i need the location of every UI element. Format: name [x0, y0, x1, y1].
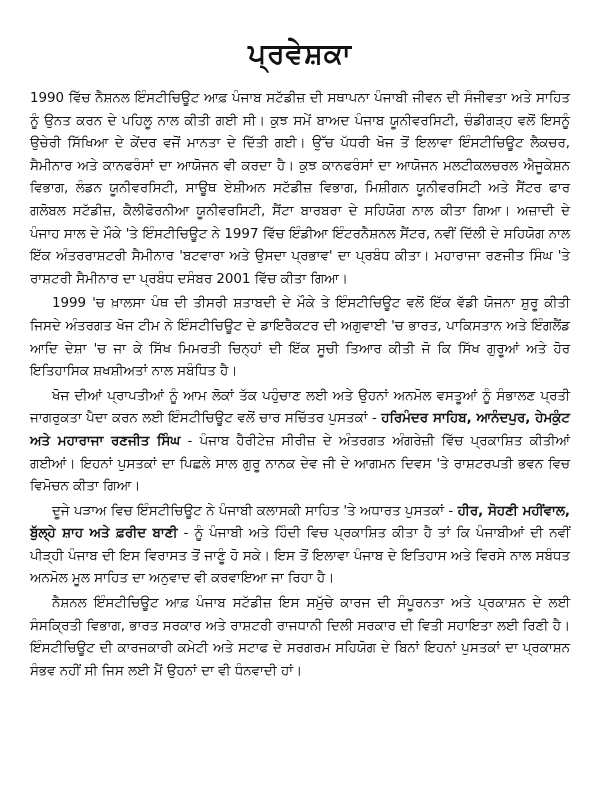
page-title: ਪ੍ਰਵੇਸ਼ਕਾ [248, 37, 352, 70]
paragraph-3 [30, 386, 570, 499]
paragraph-4-tail: - ਨੂੰ ਪੰਜਾਬੀ ਅਤੇ ਹਿੰਦੀ ਵਿਚ ਪ੍ਰਕਾਸ਼ਿਤ ਕੀਤਾ ਹੈ ਤਾਂ ਕਿ ਪੰਜਾਬੀਆਂ ਦੀ ਨਵੀਂ ਪੀੜ੍ਹੀ ਪੰਜਾਬ ਦੀ ਇਸ ਵਿਰਾਸਤ ਤੋਂ ਜਾਣੂੰ ਹੋ ਸਕੇ। ਇਸ ਤੋਂ ਇਲਾਵਾ ਪੰਜਾਬ ਦੇ ਇਤਿਹਾਸ ਅਤੇ ਵਿਰਸੇ ਨਾਲ ਸਬੰਧਤ ਅਨਮੋਲ ਮੂਲ ਸਾਹਿਤ ਦਾ ਅਨੁਵਾਦ ਵੀ ਕਰਵਾਇਆ ਜਾ ਰਿਹਾ ਹੈ। [30, 526, 570, 587]
paragraph-1-text: 1990 ਵਿੱਚ ਨੈਸ਼ਨਲ ਇੰਸਟੀਚਿਊਟ ਆਫ਼ ਪੰਜਾਬ ਸਟੱਡੀਜ਼ ਦੀ ਸਥਾਪਨਾ ਪੰਜਾਬੀ ਜੀਵਨ ਦੀ ਸੰਜੀਵਤਾ ਅਤੇ ਸਾਹਿਤ ਨੂੰ ਉਨਤ ਕਰਨ ਦੇ ਪਹਿਲੂ ਨਾਲ ਕੀਤੀ ਗਈ ਸੀ। ਕੁਝ ਸਮੇਂ ਬਾਅਦ ਪੰਜਾਬ ਯੂਨੀਵਰਸਿਟੀ, ਚੰਡੀਗੜ੍ਹ ਵਲੋਂ ਇਸਨੂੰ ਉਚੇਰੀ ਸਿੱਖਿਆ ਦੇ ਕੇਂਦਰ ਵਜੋਂ ਮਾਨਤਾ ਦੇ ਦਿੱਤੀ ਗਈ। ਉੱਚ ਪੱਧਰੀ ਖੋਜ ਤੋਂ ਇਲਾਵਾ ਇੰਸਟੀਚਿਊਟ ਲੈਕਚਰ, ਸੈਮੀਨਾਰ ਅਤੇ ਕਾਨਫਰੰਸਾਂ ਦਾ ਆਯੋਜਨ ਵੀ ਕਰਦਾ ਹੈ। ਕੁਝ ਕਾਨਫਰੰਸਾਂ ਦਾ ਆਯੋਜਨ ਮਲਟੀਕਲਚਰਲ ਐਜੂਕੇਸ਼ਨ ਵਿਭਾਗ, ਲੰਡਨ ਯੂਨੀਵਰਸਿਟੀ, ਸਾਊਥ ਏਸ਼ੀਅਨ ਸਟੱਡੀਜ਼ ਵਿਭਾਗ, ਮਿਸ਼ੀਗਨ ਯੂਨੀਵਰਸਿਟੀ ਅਤੇ ਸੈਂਟਰ ਫਾਰ ਗਲੋਬਲ ਸਟੱਡੀਜ਼, ਕੈਲੀਫੋਰਨੀਆ ਯੂਨੀਵਰਸਿਟੀ, ਸੈਂਟਾ ਬਾਰਬਰਾ ਦੇ ਸਹਿਯੋਗ ਨਾਲ ਕੀਤਾ ਗਿਆ। ਅਜ਼ਾਦੀ ਦੇ ਪੰਜਾਹ ਸਾਲ ਦੇ ਮੌਕੇ 'ਤੇ ਇੰਸਟੀਚਿਊਟ ਨੇ 1997 ਵਿੱਚ ਇੰਡੀਆ ਇੰਟਰਨੈਸ਼ਨਲ ਸੈਂਟਰ, ਨਵੀਂ ਦਿੱਲੀ ਦੇ ਸਹਿਯੋਗ ਨਾਲ ਇੱਕ ਅੰਤਰਰਾਸ਼ਟਰੀ ਸੈਮੀਨਾਰ 'ਬਟਵਾਰਾ ਅਤੇ ਉਸਦਾ ਪ੍ਰਭਾਵ' ਦਾ ਪ੍ਰਬੰਧ ਕੀਤਾ। ਮਹਾਰਾਜਾ ਰਣਜੀਤ ਸਿੰਘ 'ਤੇ ਰਾਸ਼ਟਰੀ ਸੈਮੀਨਾਰ ਦਾ ਪ੍ਰਬੰਧ ਦਸੰਬਰ 2001 ਵਿੱਚ ਕੀਤਾ ਗਿਆ। [30, 91, 570, 287]
paragraph-2 [30, 293, 570, 383]
paragraph-2-text: 1999 'ਚ ਖ਼ਾਲਸਾ ਪੰਥ ਦੀ ਤੀਸਰੀ ਸ਼ਤਾਬਦੀ ਦੇ ਮੌਕੇ ਤੇ ਇੰਸਟੀਚਿਊਟ ਵਲੋਂ ਇੱਕ ਵੱਡੀ ਯੋਜਨਾ ਸ਼ੁਰੂ ਕੀਤੀ ਜਿਸਦੇ ਅੰਤਰਗਤ ਖੋਜ ਟੀਮ ਨੇ ਇੰਸਟੀਚਿਊਟ ਦੇ ਡਾਇਰੈਕਟਰ ਦੀ ਅਗੁਵਾਈ 'ਚ ਭਾਰਤ, ਪਾਕਿਸਤਾਨ ਅਤੇ ਇੰਗਲੈਂਡ ਆਦਿ ਦੇਸ਼ਾ 'ਚ ਜਾ ਕੇ ਸਿੱਖ ਮਿਮਰਤੀ ਚਿਨ੍ਹਾਂ ਦੀ ਇੱਕ ਸੂਚੀ ਤਿਆਰ ਕੀਤੀ ਜੋ ਕਿ ਸਿੱਖ ਗੁਰੂਆਂ ਅਤੇ ਹੋਰ ਇਤਿਹਾਸਿਕ ਸ਼ਖਸ਼ੀਅਤਾਂ ਨਾਲ ਸਬੰਧਿਤ ਹੈ। [30, 296, 570, 380]
paragraph-4 [30, 501, 570, 591]
paragraph-3-book-titles: ਹਰਿਮੰਦਰ ਸਾਹਿਬ, ਆਨੰਦਪੁਰ, ਹੇਮਕੁੰਟ ਅਤੇ ਮਹਾਰਾਜਾ ਰਣਜੀਤ ਸਿੰਘ [30, 411, 570, 449]
paragraph-5 [30, 593, 570, 683]
paragraph-5-text: ਨੈਸ਼ਨਲ ਇੰਸਟੀਚਿਊਟ ਆਫ਼ ਪੰਜਾਬ ਸਟੱਡੀਜ਼ ਇਸ ਸਮੁੱਚੇ ਕਾਰਜ ਦੀ ਸੰਪੂਰਨਤਾ ਅਤੇ ਪ੍ਰਕਾਸ਼ਨ ਦੇ ਲਈ ਸੰਸਕ੍ਰਿਤੀ ਵਿਭਾਗ, ਭਾਰਤ ਸਰਕਾਰ ਅਤੇ ਰਾਸ਼ਟਰੀ ਰਾਜਧਾਨੀ ਦਿਲੀ ਸਰਕਾਰ ਦੀ ਵਿਤੀ ਸਹਾਇਤਾ ਲਈ ਰਿਣੀ ਹੈ। ਇੰਸਟੀਚਿਊਟ ਦੀ ਕਾਰਜਕਾਰੀ ਕਮੇਟੀ ਅਤੇ ਸਟਾਫ ਦੇ ਸਰਗਰਮ ਸਹਿਯੋਗ ਦੇ ਬਿਨਾਂ ਇਹਨਾਂ ਪੁਸਤਕਾਂ ਦਾ ਪ੍ਰਕਾਸ਼ਨ ਸੰਭਵ ਨਹੀਂ ਸੀ ਜਿਸ ਲਈ ਮੈਂ ਉਹਨਾਂ ਦਾ ਵੀ ਧੰਨਵਾਦੀ ਹਾਂ। [30, 596, 570, 679]
paragraph-1 [30, 88, 570, 291]
paragraph-3-text: ਖੋਜ ਦੀਆਂ ਪ੍ਰਾਪਤੀਆਂ ਨੂੰ ਆਮ ਲੋਕਾਂ ਤੱਕ ਪਹੁੰਚਾਣ ਲਈ ਅਤੇ ਉਹਨਾਂ ਅਨਮੋਲ ਵਸਤੂਆਂ ਨੂੰ ਸੰਭਾਲਣ ਪ੍ਰਤੀ ਜਾਗਰੁਕਤਾ ਪੈਦਾ ਕਰਨ ਲਈ ਇੰਸਟੀਚਿਊਟ ਵਲੋਂ ਚਾਰ ਸਚਿੱਤਰ ਪੁਸਤਕਾਂ - [30, 388, 570, 427]
paragraph-3-tail: - ਪੰਜਾਬ ਹੈਰੀਟੇਜ਼ ਸੀਰੀਜ਼ ਦੇ ਅੰਤਰਗਤ ਅੰਗਰੇਜ਼ੀ ਵਿੱਚ ਪ੍ਰਕਾਸ਼ਿਤ ਕੀਤੀਆਂ ਗਈਆਂ। ਇਹਨਾਂ ਪੁਸਤਕਾਂ ਦਾ ਪਿਛਲੇ ਸਾਲ ਗੁਰੂ ਨਾਨਕ ਦੇਵ ਜੀ ਦੇ ਆਗਮਨ ਦਿਵਸ 'ਤੇ ਰਾਸ਼ਟਰਪਤੀ ਭਵਨ ਵਿਚ ਵਿਮੋਚਨ ਕੀਤਾ ਗਿਆ। [30, 433, 570, 495]
paragraph-4-book-titles: ਹੀਰ, ਸੋਹਣੀ ਮਹੀਂਵਾਲ, ਬੁੱਲ੍ਹੇ ਸ਼ਾਹ ਅਤੇ ਫ਼ਰੀਦ ਬਾਣੀ [30, 503, 570, 542]
paragraph-4-text: ਦੂਜੇ ਪੜਾਅ ਵਿਚ ਇੰਸਟੀਚਿਊਟ ਨੇ ਪੰਜਾਬੀ ਕਲਾਸਕੀ ਸਾਹਿਤ 'ਤੇ ਅਧਾਰਤ ਪੁਸਤਕਾਂ - [52, 503, 458, 519]
